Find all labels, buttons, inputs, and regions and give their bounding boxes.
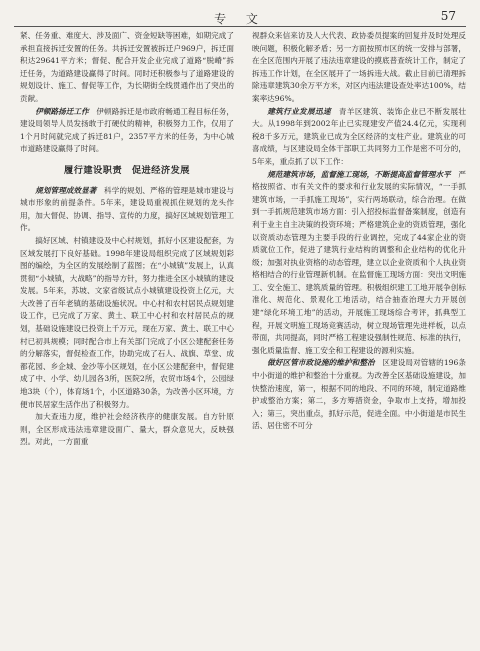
- paragraph-lead-heading: 规划管理成效显著: [35, 185, 97, 195]
- paragraph-text: 科学的规划、严格的管理是城市建设与城市形象的前提条件。5年来，建设局重视抓住规划的龙头作用，加大督促、协调、指导、宣传的力度，搞好区域规划管理工作。: [20, 185, 234, 233]
- paragraph-text: 紧、任务重、难度大、涉及面广、资金短缺等困难，如期完成了承担直接拆迁安置的任务。共拆迁安置被拆迁户969户，拆迁面积达29641平方米；督促、配合开发企业完成了道路“脱嵴”拆迁任务，为道路建设赢得了时间。同时还积极参与了道路建设的规划设计、施工、督促等工作，为长期街全线贯通作出了突出的贡献。: [20, 31, 234, 103]
- right-paragraphs: [252, 30, 466, 433]
- paragraph-lead-heading: 做好区管市政设施的维护和整治: [267, 358, 375, 368]
- paragraph: [20, 30, 234, 106]
- paragraph: [252, 169, 466, 358]
- paragraph: [20, 411, 234, 449]
- left-top-paragraphs: [20, 30, 234, 156]
- running-title: 专 文: [214, 12, 266, 26]
- header-rule: [14, 26, 466, 27]
- section-heading: 履行建设职责 促进经济发展: [64, 164, 190, 176]
- paragraph: [252, 106, 466, 169]
- paragraph-text: 严格按照省、市有关文件的要求和行业发展的实际情况，“一手抓建筑市场，一手抓施工现场”，实行两场联动，综合治理。在做到一手抓规范建筑市场方面：引入招投标监督备案制度，创造有利于业主自主决策的投资环境；严格建筑企业的资质管理，强化以资质动态管理为主要手段的行业调控，完成了44家企业的资质就位工作，促进了建筑行业结构的调整和企业结构的优化升级；加强对执业资格的动态管理，建立以企业资质和个人执业资格相结合的行业管理新机制。在监督施工现场方面：突出文明施工、安全施工、建筑质量的管理。积极组织建工工地开展争创标准化、规范化、景观化工地活动，结合抽查治理大力开展创建“绿化环境工地”的活动，开展施工现场综合考评，抓典型工程，开展文明施工现场竞赛活动，树立现场管理先进样板，以点带面，共同提高，同时严格工程建设强制性规范、标准的执行，强化质量监督、施工安全和工程建设的源利实施。: [252, 169, 466, 355]
- left-column: [20, 30, 234, 644]
- paragraph-lead-heading: 建筑行业发展迅速: [267, 106, 331, 116]
- page-number: 57: [440, 9, 456, 23]
- paragraph: [20, 106, 234, 156]
- paragraph-text: 区建设局对管辖的196条中小街道的维护和整治十分重视。为改善全区基础设施建设，加快整治速度，第一，根据不同的地段、不同的环境，制定道路维护或整治方案；第二，多方筹措资金，争取市上支持，增加投入；第三，突出重点，抓好示范，促进全面。中小街道是市民生活、居住密不可分: [252, 358, 466, 431]
- paragraph: [252, 30, 466, 106]
- page-header: [14, 8, 466, 28]
- paragraph-lead-heading: 规范建筑市场，监督施工现场，不断提高监督管理水平: [267, 169, 451, 179]
- paragraph-text: 青羊区建筑、装饰企业已不断发展壮大。从1998年到2002年止已实现建安产值24.4亿元，实现利税8千多万元，建筑业已成为全区经济的支柱产业。建筑业的可喜成绩，与区建设局全体干部职工共同努力工作是密不可分的，5年来，重点抓了以下工作：: [252, 106, 466, 166]
- paragraph: [252, 357, 466, 433]
- paragraph-text: 搞好区域、村镇建设及中心村规划，抓好小区建设配套，为区域发展打下良好基础。1998年建设局组织完成了区域规划彩图的编绘，为全区的发展绘制了蓝图；在“小城镇”发展上，认真贯彻“小城镇，大战略”的指导方针，努力推进全区小城镇的建设发展。5年来，苏坡、文家省级试点小城镇建设投资上亿元，大大改善了百年老镇的基础设施状况。中心村和农村居民点规划建设工作，已完成了万家、黄土、联工中心村和农村居民点的规划，基础设施建设已投资上千万元，现在万家、黄土、联工中心村已初具规模；同时配合市上有关部门完成了小区公建配套任务的分解落实，督促检查工作，协助完成了石人、战旗、草堂、成都花园、乡企城、金沙等小区规划，在小区公建配套中，督促建成了中、小学、幼儿园各3所，医院2所，农贸市场4个，公园绿地3块（个），体育场1个，小区道路30条，为改善小区环境，方便市民居家生活作出了积极努力。: [20, 235, 234, 409]
- paragraph-lead-heading: 伊顿路扬迁工作: [35, 106, 89, 116]
- paragraph: [20, 235, 234, 411]
- paragraph: [20, 185, 234, 235]
- right-column: [252, 30, 466, 644]
- paragraph-text: 视群众来信来访及人大代表、政协委员提案的回复并及时处理反映问题，积极化解矛盾；另一方面按照市区的统一安排与部署，在全区范围内开展了违法违章建设的摸底普查统计工作，制定了拆违工作计划，在全区展开了一场拆违大战。截止目前已清理拆除违章建筑30余万平方米，对区内违法建设查处率达100%，结案率达96%。: [252, 31, 466, 103]
- paragraph-text: 伊顿路拆迁是市政府畅通工程目标任务，建设局领导人员发扬敢于打硬仗的精神，积极努力工作，仅用了1个月时间就完成了拆迁81户，2357平方米的任务，为中心城市道路建设赢得了时间。: [20, 106, 234, 154]
- paragraph-text: 加大查违力度，维护社会经济秩序的健康发展。自方针原则，全区形成违法违章建设面广、量大，群众意见大，反映强烈。对此，一方面重: [20, 412, 234, 447]
- left-bottom-paragraphs: [20, 185, 234, 449]
